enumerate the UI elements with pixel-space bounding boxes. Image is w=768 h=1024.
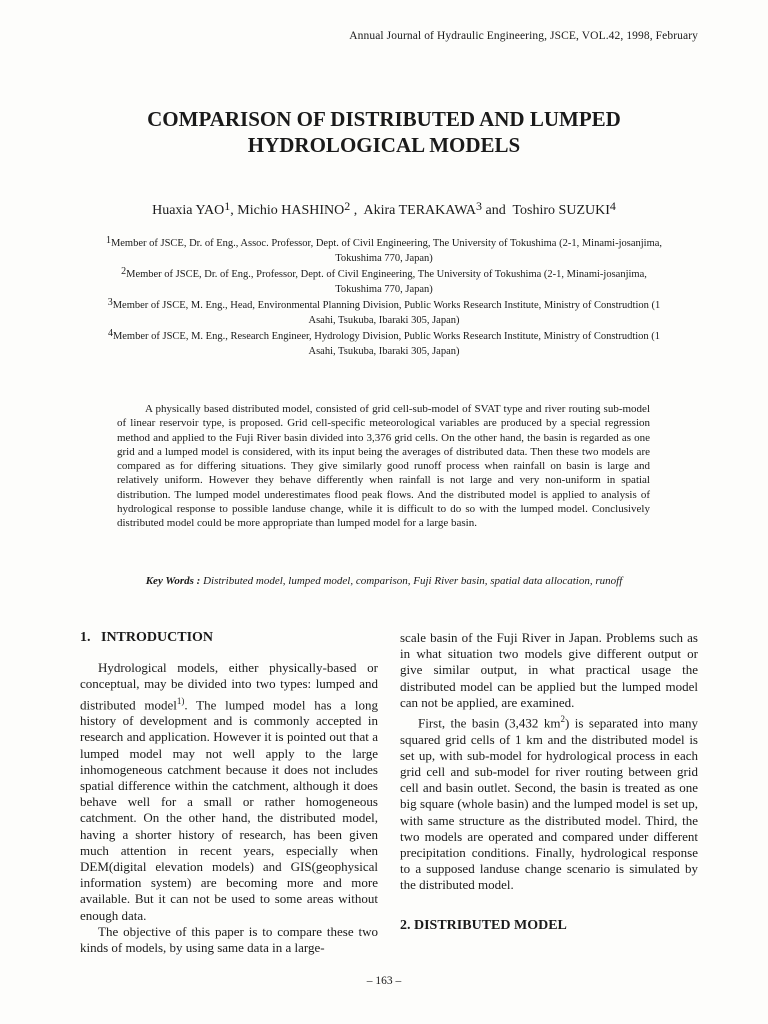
paragraph — [80, 660, 378, 924]
author-affiliation-mark: 2 — [344, 199, 351, 213]
section-heading-introduction: 1. INTRODUCTION — [80, 630, 214, 645]
section-heading-distributed-model: 2. DISTRIBUTED MODEL — [400, 917, 567, 933]
paragraph — [400, 711, 698, 894]
affiliation-mark: 4 — [107, 328, 113, 339]
author-separator: , — [230, 203, 238, 218]
paragraph: The objective of this paper is to compare these two kinds of models, by using same data in a large- — [80, 923, 378, 955]
affiliation-mark: 3 — [107, 297, 113, 308]
title-line-2: HYDROLOGICAL MODELS — [247, 133, 521, 157]
affiliation-item — [100, 330, 668, 359]
page-number: – 163 – — [366, 975, 402, 987]
author-name: Toshiro SUZUKI — [512, 203, 610, 218]
journal-header: Annual Journal of Hydraulic Engineering, JSCE, VOL.42, 1998, February — [349, 30, 698, 42]
affiliation-item — [100, 299, 668, 328]
author-separator: and — [482, 203, 510, 218]
affiliation-text: Member of JSCE, M. Eng., Research Engineer, Hydrology Division, Public Works Research Institute, Ministry of Construdtion (1 Asahi, Tsukuba, Ibaraki 305, Japan) — [112, 331, 661, 357]
author-separator: , — [350, 203, 361, 218]
keywords — [0, 575, 768, 587]
affiliation-item — [100, 237, 668, 266]
right-column — [400, 630, 698, 934]
superscript: 2 — [560, 714, 565, 725]
author-name: Michio HASHINO — [237, 203, 345, 218]
title-line-1: COMPARISON OF DISTRIBUTED AND LUMPED — [147, 107, 621, 131]
affiliation-mark: 1 — [105, 235, 111, 246]
author-name: Huaxia YAO — [152, 203, 225, 218]
affiliation-text: Member of JSCE, M. Eng., Head, Environmental Planning Division, Public Works Research Institute, Ministry of Construdtion (1 Asahi, Tsukuba, Ibaraki 305, Japan) — [112, 300, 661, 326]
keywords-label: Key Words : — [145, 575, 201, 587]
author-affiliation-mark: 4 — [609, 199, 616, 213]
reference-mark: 1) — [176, 695, 185, 706]
paragraph: scale basin of the Fuji River in Japan. Problems such as in what situation two models give different output or give similar output, in what practical usage the distributed model can be applied but the lumped model can not be applied, are examined. — [400, 630, 698, 710]
author-affiliation-mark: 1 — [224, 199, 231, 213]
author-affiliation-mark: 3 — [476, 199, 483, 213]
paragraph-text: ) is separated into many squared grid cells of 1 km and the distributed model is set up, with sub-model for hydrological process in each grid cell and sub-model for river routing between grid cell and basin outlet. Second, the basin is treated as one big square (whole basin) and the lumped model is set up, with same structure as the distributed model. Third, the two models are operated and compared under different precipitation conditions. Finally, hydrological response to a supposed landuse change scenario is simulated by the distributed model. — [400, 715, 699, 893]
paragraph-text: First, the basin (3,432 km — [418, 715, 561, 731]
affiliation-item — [100, 268, 668, 297]
paragraph-text: Hydrological models, either physically-based or conceptual, may be divided into two types: lumped and distributed model — [80, 660, 378, 712]
abstract: A physically based distributed model, consisted of grid cell-sub-model of SVAT type and river routing sub-model of linear reservoir type, is proposed. Grid cell-specific meteorological variables are produced by a special regression method and applied to the Fuji River basin divided into 3,376 grid cells. On the other hand, the basin is regarded as one grid and a lumped model is considered, with its input being the averages of distributed data. Then these two models are compared as for differing situations. They give similarly good runoff process when rainfall on basin is large and relatively uniform. However they behave differently when rainfall is not large and very non-uniform in spatial distribution. The lumped model underestimates flood peak flows. And the distributed model is applied to analysis of hydrological response to possible landuse change, while it is difficult to do so with the lumped model. Conclusively distributed model could be more appropriate than lumped model for a large basin. — [117, 403, 650, 530]
author-list — [0, 199, 768, 219]
affiliation-text: Member of JSCE, Dr. of Eng., Professor, Dept. of Civil Engineering, The University of Tokushima (2-1, Minami-josanjima, Tokushima 770, Japan) — [126, 269, 647, 295]
keywords-text: Distributed model, lumped model, comparison, Fuji River basin, spatial data allocation, runoff — [203, 575, 623, 587]
affiliation-text: Member of JSCE, Dr. of Eng., Assoc. Professor, Dept. of Civil Engineering, The University of Tokushima (2-1, Minami-josanjima, Tokushima 770, Japan) — [110, 238, 663, 264]
author-name: Akira TERAKAWA — [363, 203, 477, 218]
paragraph-text: . The lumped model has a long history of development and is commonly accepted in research and application. However it is pointed out that a lumped model may not well apply to the large inhomogeneous catchment because it does not includes spatial difference within the catchment, although it does behave well for a small or rather homogeneous catchment. On the other hand, the distributed model, having a shorter history of research, has been given much attention in recent years, especially when DEM(digital elevation models) and GIS(geophysical information system) are becoming more and more available. But it can not be used to some areas without enough data. — [80, 696, 378, 923]
affiliation-mark: 2 — [121, 266, 127, 277]
left-column — [80, 630, 378, 956]
affiliation-list — [100, 237, 668, 361]
paper-title — [0, 106, 768, 158]
